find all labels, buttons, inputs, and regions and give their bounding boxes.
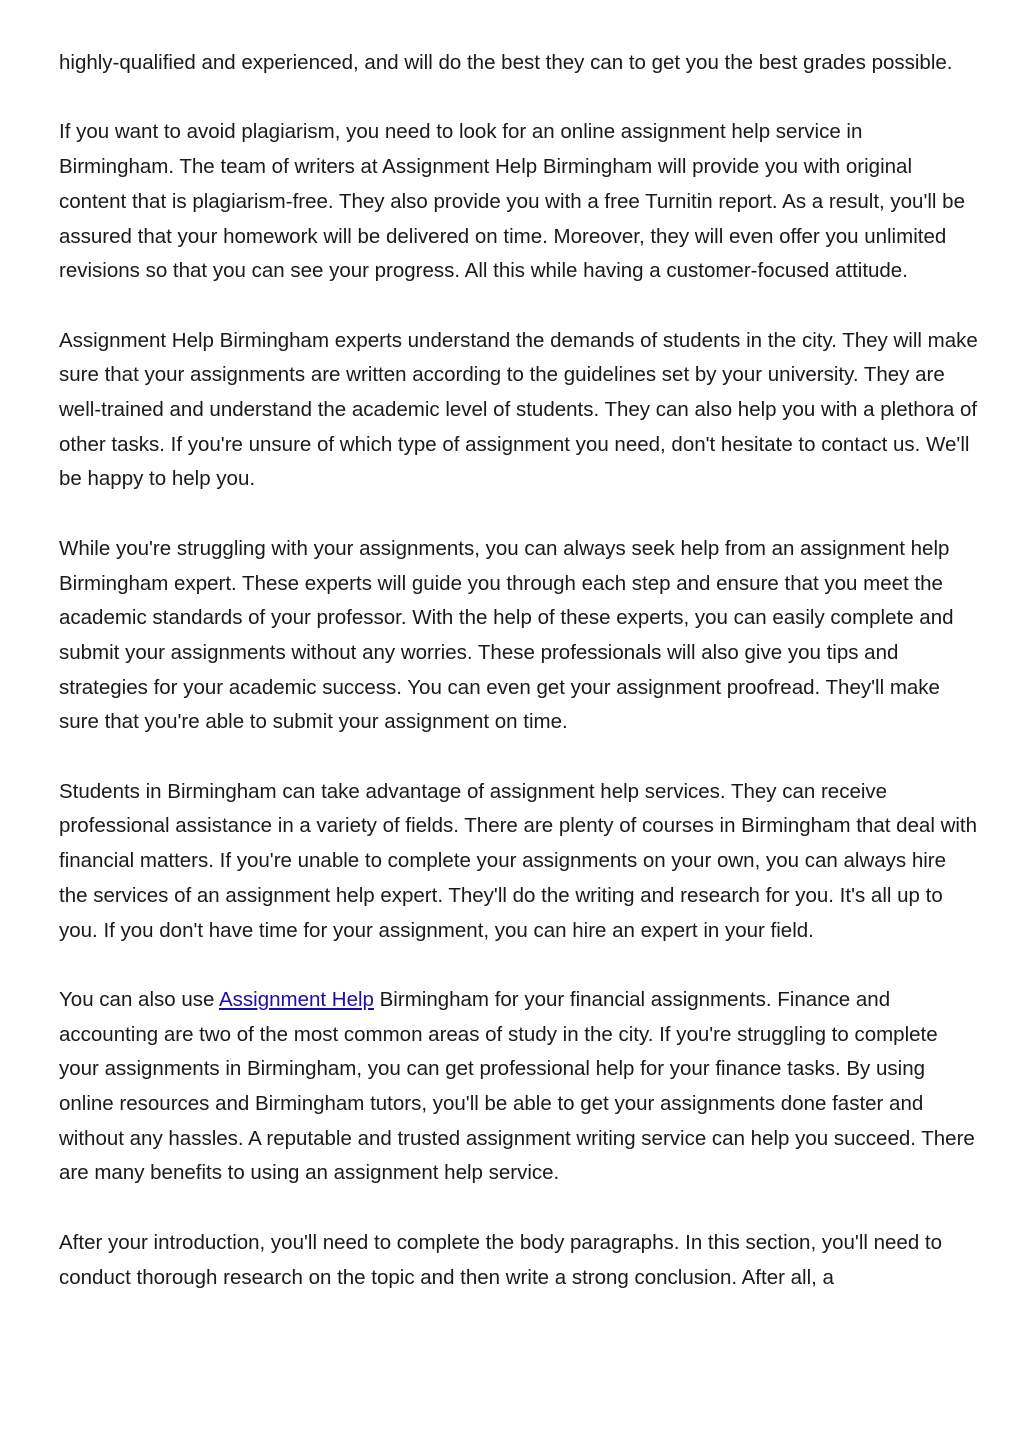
paragraph-7: After your introduction, you'll need to complete the body paragraphs. In this section, you'll need to conduct thorough research on the topic and then write a strong conclusion. After all, a [59, 1230, 943, 1289]
paragraph-2: If you want to avoid plagiarism, you need to look for an online assignment help service in Birmingham. The team of writers at Assignment Help Birmingham will provide you with original content that is plagiarism-free. They also provide you with a free Turnitin report. As a result, you'll be assured that your homework will be delivered on time. Moreover, they will even offer you unlimited revisions so that you can see your progress. All this while having a customer-focused attitude. [59, 120, 965, 283]
assignment-help-link[interactable]: Assignment Help [218, 987, 374, 1011]
paragraph-6 [59, 983, 979, 1191]
paragraph-6-trailing-text: Birmingham for your financial assignments. Finance and accounting are two of the most common areas of study in the city. If you're struggling to complete your assignments in Birmingham, you can get professional help for your finance tasks. By using online resources and Birmingham tutors, you'll be able to get your assignments done faster and without any hassles. A reputable and trusted assignment writing service can help you succeed. There are many benefits to using an assignment help service. [59, 987, 975, 1185]
paragraph-6-lead-text: You can also use [59, 987, 219, 1011]
paragraph-3: Assignment Help Birmingham experts understand the demands of students in the city. They will make sure that your assignments are written according to the guidelines set by your university. They are well-trained and understand the academic level of students. They can also help you with a plethora of other tasks. If you're unsure of which type of assignment you need, don't hesitate to contact us. We'll be happy to help you. [59, 328, 978, 491]
paragraph-5: Students in Birmingham can take advantage of assignment help services. They can receive professional assistance in a variety of fields. There are plenty of courses in Birmingham that deal with financial matters. If you're unable to complete your assignments on your own, you can always hire the services of an assignment help expert. They'll do the writing and research for you. It's all up to you. If you don't have time for your assignment, you can hire an expert in your field. [59, 779, 978, 942]
document-body [59, 46, 979, 1330]
paragraph-1: highly-qualified and experienced, and will do the best they can to get you the best grades possible. [59, 51, 953, 74]
paragraph-4: While you're struggling with your assignments, you can always seek help from an assignment help Birmingham expert. These experts will guide you through each step and ensure that you meet the academic standards of your professor. With the help of these experts, you can easily complete and submit your assignments without any worries. These professionals will also give you tips and strategies for your academic success. You can even get your assignment proofread. They'll make sure that you're able to submit your assignment on time. [59, 536, 954, 734]
